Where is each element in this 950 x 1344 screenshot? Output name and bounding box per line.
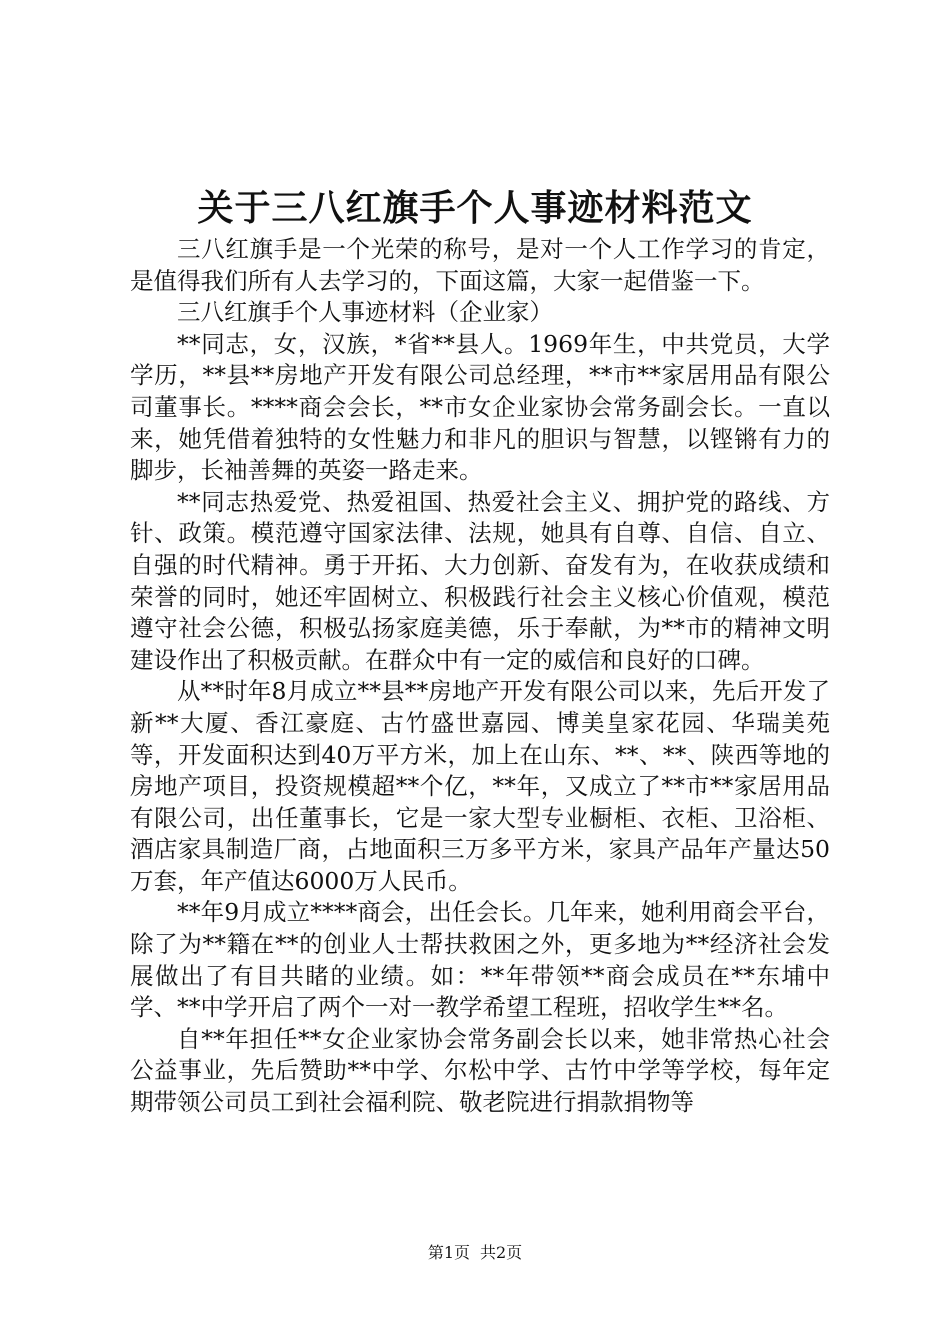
paragraph-real-estate: 从**时年8月成立**县**房地产开发有限公司以来，先后开发了新**大厦、香江豪庭、古竹盛世嘉园、博美皇家花园、华瑞美苑等，开发面积达到40万平方米，加上在山东、**、**、陕西等地的房地产项目，投资规模超**个亿，**年，又成立了**市**家居用品有限公司，出任董事长，它是一家大型专业橱柜、衣柜、卫浴柜、酒店家具制造厂商，占地面积三万多平方米，家具产品年产量达50万套，年产值达6000万人民币。 bbox=[130, 677, 830, 895]
paragraph-profile: **同志，女，汉族，*省**县人。1969年生，中共党员，大学学历，**县**房地产开发有限公司总经理，**市**家居用品有限公司董事长。****商会会长，**市女企业家协会常务副会长。一直以来，她凭借着独特的女性魅力和非凡的胆识与智慧，以铿锵有力的脚步，长袖善舞的英姿一路走来。 bbox=[130, 329, 830, 485]
paragraph-character: **同志热爱党、热爱祖国、热爱社会主义、拥护党的路线、方针、政策。模范遵守国家法律、法规，她具有自尊、自信、自立、自强的时代精神。勇于开拓、大力创新、奋发有为，在收获成绩和荣誉的同时，她还牢固树立、积极践行社会主义核心价值观，模范遵守社会公德，积极弘扬家庭美德，乐于奉献，为**市的精神文明建设作出了积极贡献。在群众中有一定的威信和良好的口碑。 bbox=[130, 487, 830, 674]
paragraph-subtitle: 三八红旗手个人事迹材料（企业家） bbox=[177, 298, 553, 327]
page-number: 第1页 bbox=[427, 1243, 470, 1262]
paragraph-chamber: **年9月成立****商会，出任会长。几年来，她利用商会平台，除了为**籍在**的创业人士帮扶救困之外，更多地为**经济社会发展做出了有目共睹的业绩。如：**年带领**商会成员在**东埔中学、**中学开启了两个一对一教学希望工程班，招收学生**名。 bbox=[130, 898, 830, 1022]
paragraph-intro: 三八红旗手是一个光荣的称号，是对一个人工作学习的肯定，是值得我们所有人去学习的，下面这篇，大家一起借鉴一下。 bbox=[130, 235, 830, 295]
page-total: 共2页 bbox=[480, 1243, 523, 1262]
paragraph-charity: 自**年担任**女企业家协会常务副会长以来，她非常热心社会公益事业，先后赞助**中学、尔松中学、古竹中学等学校，每年定期带领公司员工到社会福利院、敬老院进行捐款捐物等 bbox=[130, 1024, 830, 1117]
document-body bbox=[130, 234, 830, 1119]
page-footer bbox=[0, 1242, 950, 1264]
document-title: 关于三八红旗手个人事迹材料范文 bbox=[197, 187, 753, 229]
